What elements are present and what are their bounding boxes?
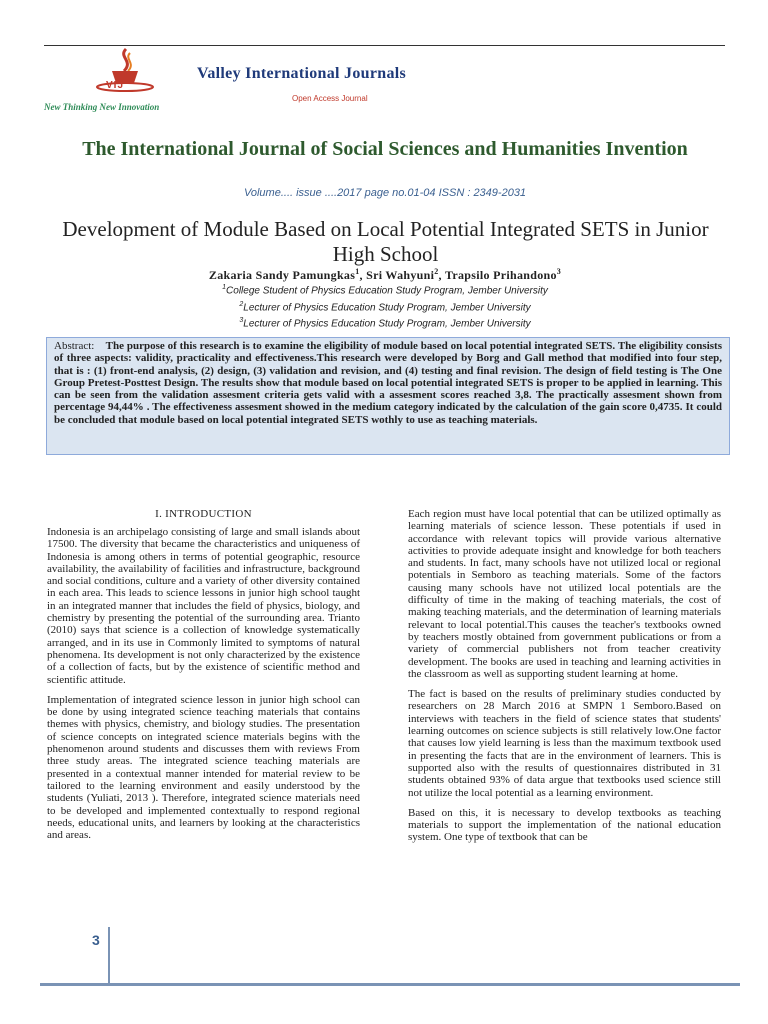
author-name: Zakaria Sandy Pamungkas <box>208 268 356 282</box>
affiliation-text: Lecturer of Physics Education Study Program, Jember University <box>243 302 531 314</box>
affiliation-text: Lecturer of Physics Education Study Program, Jember University <box>243 318 531 330</box>
section-heading: I. INTRODUCTION <box>155 508 252 520</box>
author-name: Trapsilo Prihandono <box>444 268 557 282</box>
affiliation-text: College Student of Physics Education Study Program, Jember University <box>226 285 548 297</box>
article-title: Development of Module Based on Local Potential Integrated SETS in Junior High School <box>62 217 709 266</box>
footer-rule <box>40 983 740 986</box>
affiliation <box>60 284 710 296</box>
volume-line: Volume.... issue ....2017 page no.01-04 ISSN : 2349-2031 <box>243 187 527 199</box>
abstract-label: Abstract: <box>54 340 95 352</box>
journal-title: The International Journal of Social Sciences and Humanities Invention <box>82 138 688 160</box>
author-sup: 1 <box>355 267 360 276</box>
abstract-text: The purpose of this research is to examine the eligibility of module based on local potential integrated SETS. The eligibility consists of three aspects: validity, practicality and effectiveness.This research were developed by Borg and Gall method that modified into four step, that is : (1) front-end analysis, (2) design, (3) validation and revision, and (4) testing and final revision. The design of field testing is The One Group Pretest-Posttest Design. The results show that module based on local potential integrated SETS is proper to be applied in learning. This can be seen from the validation assesment criteria gets valid with a assesment scores reached 3,8. The practically assesment shown from percentage 94,44% . The effectiveness assesment showed in the medium category indicated by the calculation of the gain score 0,4735. It could be concluded that module based on local potential integrated SETS wothly to use as teaching materials. <box>54 340 722 426</box>
affiliation-sup: 2 <box>239 301 244 308</box>
tagline: New Thinking New Innovation <box>44 102 160 112</box>
author-list: Zakaria Sandy Pamungkas$^1$, Sri Wahyuni$^2$, Trapsilo Prihandono$^3$ <box>208 267 562 282</box>
right-column <box>408 508 721 852</box>
cup-logo-icon <box>90 45 160 103</box>
author-sup: 3 <box>556 267 562 276</box>
abstract-box <box>46 337 730 455</box>
paragraph: The fact is based on the results of preliminary studies conducted by researchers on 28 March 2016 at SMPN 1 Semboro.Based on interviews with teachers in the field of science states that students' learning outcomes on science subjects is still relatively low.One factor that causes low yield learning is less than the maximum textbook used in presenting the facts that are in the environment of learners. This is supported also with the results of questionnaires distributed in 31 students obtained 93% of data argue that textbooks used science still not utilize the local potential as a learning environment. <box>408 688 721 799</box>
affiliation-sup: 3 <box>239 317 244 324</box>
author-sup: 2 <box>434 267 439 276</box>
affiliation-sup: 1 <box>222 284 227 291</box>
left-column <box>47 526 360 849</box>
publisher-name: Valley International Journals <box>197 65 407 82</box>
logo-text: VIJ <box>106 80 125 91</box>
author-name: Sri Wahyuni <box>366 268 435 282</box>
paragraph: Each region must have local potential that can be utilized optimally as learning materials of science lesson. These potentials if used in accordance with relevant topics will provide various alternative activities to provide adequate insight and knowledge for both teachers and students. In fact, many schools have not utilized local or regional potentials in Semboro as teaching materials. Some of the factors causing many schools have not utilized local potentials are the difficulty of time in the making of teaching materials, the cost of making teaching materials, and the determination of learning materials relevant to local potential.This causes the teacher's textbooks owned by teachers mostly obtained from government publications or from a variety of commercial publishers not from teacher creativity development. The books are used in teaching and learning activities in the classroom as well as supporting student learning at home. <box>408 508 721 680</box>
affiliation <box>60 301 710 313</box>
footer-divider <box>108 927 110 985</box>
publisher-subtitle: Open Access Journal <box>292 94 368 103</box>
paragraph: Based on this, it is necessary to develop textbooks as teaching materials to support the implementation of the national education system. One type of textbook that can be <box>408 806 721 844</box>
affiliation <box>60 317 710 329</box>
page-number: 3 <box>92 932 100 948</box>
paragraph: Indonesia is an archipelago consisting of large and small islands about 17500. The diversity that became the characteristics and uniqueness of Indonesia is among others in terms of potential geographic, resource availability, the availability of facilities and infrastructure, background and social conditions, culture and a variety of other diversity contained in each area. This leads to science lessons in junior high school taught in an integrated manner that includes the field of physics, biology, and chemistry by presenting the potential of the surrounding area. Trianto (2010) says that science is a collection of knowledge systematically arranged, and in its use in Commonly limited to symptoms of natural phenomena. Its development is not only characterized by the existence of a collection of facts, but by the existence of scientific method and scientific attitude. <box>47 526 360 686</box>
paragraph: Implementation of integrated science lesson in junior high school can be done by using integrated science teaching materials that contains themes with physics, chemistry, and biology studies. The presentation of science concepts on integrated science materials begins with the phenomenon around students and discusses them with reviews From three study areas. The integrated science teaching materials are presented in a contextual manner intended for material review to be tailored to the learning environment and easily understood by the students (Yuliati, 2013 ). Therefore, integrated science materials need to be developed and implemented contextually to respond regional needs, educational units, and learners by looking at the characteristics and areas. <box>47 693 360 842</box>
